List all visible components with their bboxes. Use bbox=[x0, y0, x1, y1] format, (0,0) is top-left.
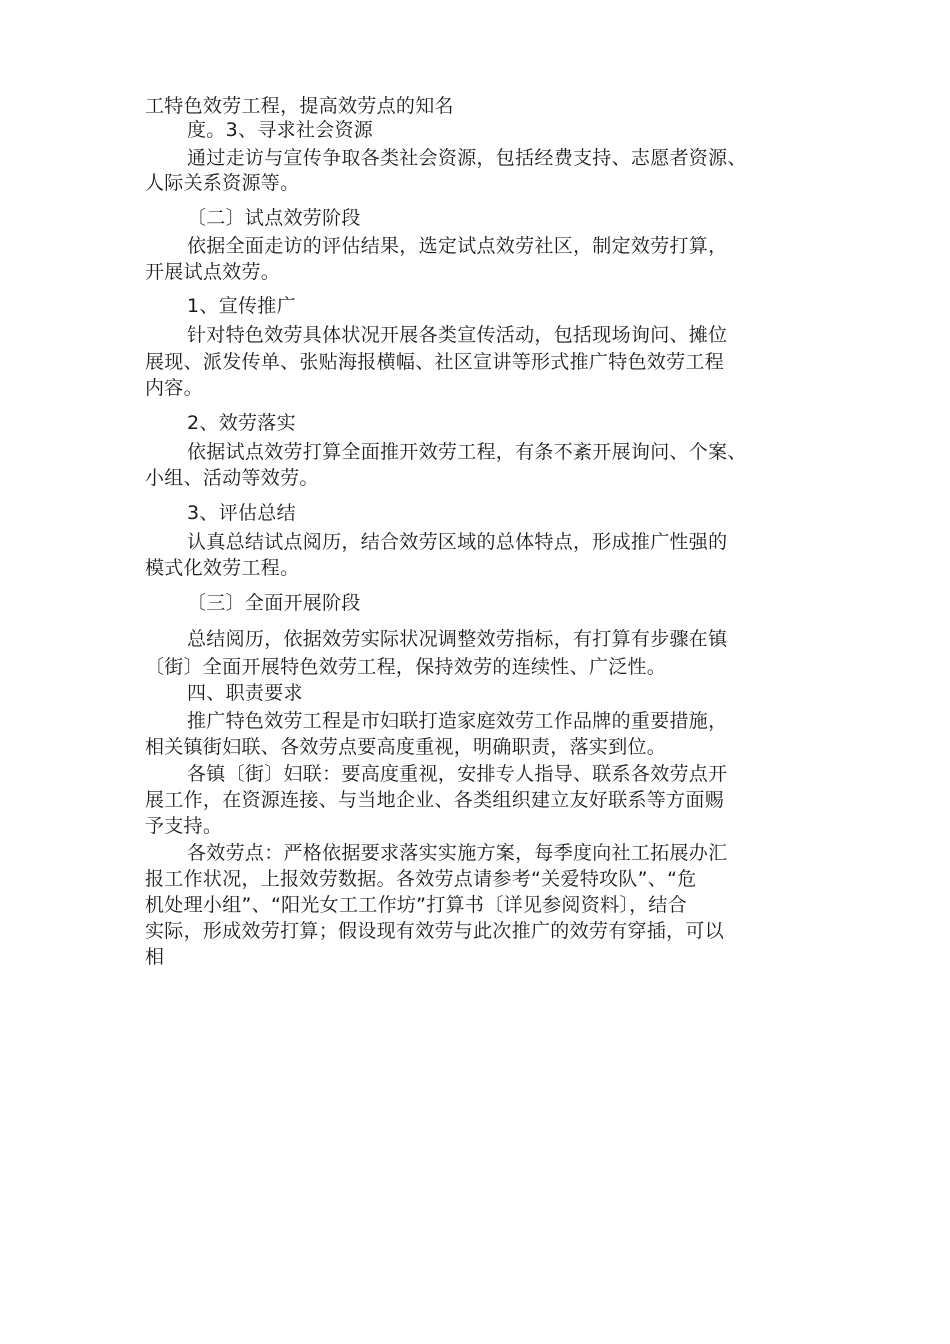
text-line: 相关镇街妇联、各效劳点要高度重视，明确职责，落实到位。 bbox=[145, 736, 667, 758]
text-line: 报工作状况，上报效劳数据。各效劳点请参考“关爱特攻队”、“危 bbox=[145, 868, 697, 890]
text-line: 小组、活动等效劳。 bbox=[145, 467, 319, 489]
subsection-heading: 3、评估总结 bbox=[187, 502, 296, 524]
text-line: 推广特色效劳工程是市妇联打造家庭效劳工作品牌的重要措施， bbox=[187, 710, 728, 732]
text-line: 工特色效劳工程，提高效劳点的知名 bbox=[145, 95, 454, 117]
text-line: 依据试点效劳打算全面推开效劳工程，有条不紊开展询问、个案、 bbox=[187, 441, 747, 463]
text-line: 机处理小组”、“阳光女工工作坊”打算书〔详见参阅资料〕，结合 bbox=[145, 894, 688, 916]
section-heading: 〔三〕全面开展阶段 bbox=[187, 592, 361, 614]
text-line: 认真总结试点阅历，结合效劳区域的总体特点，形成推广性强的 bbox=[187, 531, 728, 553]
section-heading: 〔二〕试点效劳阶段 bbox=[187, 207, 361, 229]
text-line: 针对特色效劳具体状况开展各类宣传活动，包括现场询问、摊位 bbox=[187, 324, 728, 346]
section-heading: 四、职责要求 bbox=[187, 682, 303, 704]
text-line: 各镇〔街〕妇联：要高度重视，安排专人指导、联系各效劳点开 bbox=[187, 763, 728, 785]
text-line: 实际，形成效劳打算；假设现有效劳与此次推广的效劳有穿插，可以 bbox=[145, 920, 725, 942]
text-line: 内容。 bbox=[145, 377, 203, 399]
text-line: 总结阅历，依据效劳实际状况调整效劳指标，有打算有步骤在镇 bbox=[187, 628, 728, 650]
text-line: 通过走访与宣传争取各类社会资源，包括经费支持、志愿者资源、 bbox=[187, 147, 747, 169]
text-line: 依据全面走访的评估结果，选定试点效劳社区，制定效劳打算， bbox=[187, 235, 728, 257]
text-line: 模式化效劳工程。 bbox=[145, 557, 300, 579]
text-line: 开展试点效劳。 bbox=[145, 261, 281, 283]
text-line: 人际关系资源等。 bbox=[145, 172, 300, 194]
subsection-heading: 1、宣传推广 bbox=[187, 295, 296, 317]
text-line: 度。3、寻求社会资源 bbox=[187, 119, 374, 141]
text-line: 展工作，在资源连接、与当地企业、各类组织建立友好联系等方面赐 bbox=[145, 789, 725, 811]
text-line: 展现、派发传单、张贴海报横幅、社区宣讲等形式推广特色效劳工程 bbox=[145, 351, 725, 373]
text-line: 相 bbox=[145, 946, 165, 968]
subsection-heading: 2、效劳落实 bbox=[187, 412, 296, 434]
text-line: 予支持。 bbox=[145, 815, 223, 837]
text-line: 〔街〕全面开展特色效劳工程，保持效劳的连续性、广泛性。 bbox=[145, 656, 667, 678]
text-line: 各效劳点：严格依据要求落实实施方案，每季度向社工拓展办汇 bbox=[187, 842, 728, 864]
